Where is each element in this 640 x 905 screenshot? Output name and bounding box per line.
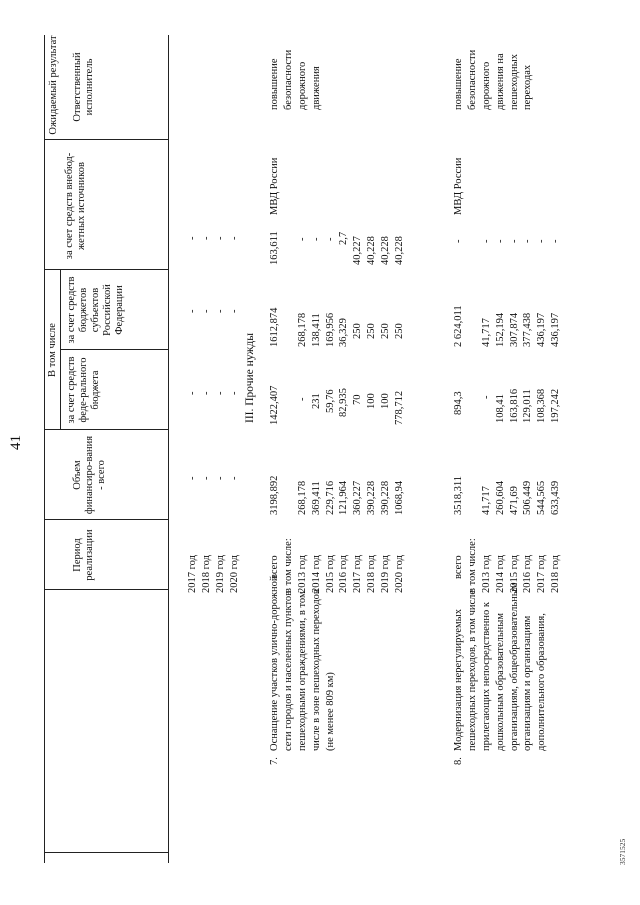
item7-period: 2016 год [338,555,350,593]
item7-regional-cell [282,308,296,347]
cont-federal [186,392,242,396]
cont-extra [186,237,242,241]
header-extra: за счет средств внебюд-жетных источников [64,152,87,260]
dash: - [187,236,198,240]
item7-extra-cell: 40,228 [366,236,378,265]
item8-period: 2014 год [494,555,506,593]
item8-regional-cell: 436,197 [550,312,562,347]
item8-federal-cell: 108,41 [494,394,506,423]
cont-years [186,555,242,593]
item7-federal [268,386,407,425]
item7-extra-cell [282,231,296,265]
dash: - [200,309,212,313]
item7-federal-cell [282,386,296,425]
item7-period: всего [269,555,280,579]
item8-result-line: переходах [522,64,534,110]
item8-periods [452,538,563,593]
dash: - [187,309,198,313]
dash: - [228,391,240,395]
item7-federal-cell: 231 [310,393,322,409]
item7-volume-cell: 1068,94 [394,480,406,515]
item8-extra-cell: - [453,239,464,243]
dash: - [187,391,198,395]
item7-result-line: дорожного [296,61,308,110]
item7-period: 2013 год [296,555,308,593]
item7-federal-cell: - [296,397,308,401]
item7-volume-cell: 360,227 [352,480,364,515]
item7-volume-cell: 121,964 [338,480,350,515]
item7-name-line: (не менее 809 км) [324,672,336,751]
item8-period: 2018 год [550,555,562,593]
item7-volume-cell: 3198,892 [269,475,280,515]
item7-regional-cell: 268,178 [296,312,308,347]
item7-name-line: пешеходными ограждениями, в том [296,591,308,751]
item8-volume-cell [466,476,480,515]
item7-name-line: Оснащение участков улично-дорожной [269,575,280,751]
item7-regional-cell: 250 [394,323,406,339]
item8-name-line: организациям, общеобразовательным [508,582,520,751]
item7-period: в том числе: [282,538,294,593]
item7-regional-cell: 250 [352,323,364,339]
item7-federal-cell: 82,935 [338,388,350,417]
section-title: III. Прочие нужды [244,333,256,423]
item7-period: 2015 год [324,555,336,593]
item8-name-line: пешеходных переходов, в том числе [466,589,478,751]
item7-regional-cell: 138,411 [310,313,322,347]
item7-extra-cell: 40,228 [394,236,406,265]
dash: - [214,309,226,313]
item8-extra-cell [466,240,480,244]
header-volume: Объем финансиро-вания - всего [72,435,107,515]
item8-period: в том числе: [466,538,478,593]
item7-result-line: безопасности [282,49,294,110]
dash: - [187,476,198,480]
item8-volume [452,476,563,515]
item7-name-block [268,575,337,751]
item8-extra-cell: - [550,239,562,243]
item7-federal-cell: 100 [380,393,392,409]
item7-volume-cell [282,476,296,515]
item7-volume-cell: 369,411 [310,481,322,515]
item8-extra [452,240,563,244]
item8-volume-cell: 544,565 [536,480,548,515]
item8-period: всего [453,555,464,579]
item7-extra-cell: - [296,237,308,241]
dash: - [228,476,240,480]
header-result: Ожидаемый результат [48,35,59,135]
item8-period: 2013 год [480,555,492,593]
item8-name-line: организациям и организациям [522,615,534,751]
item8-responsible: МВД России [453,157,464,215]
item7-number: 7. [269,757,280,765]
dash: - [214,391,226,395]
item8-extra-cell: - [508,239,520,243]
item7-regional-cell: 1612,874 [269,307,280,347]
header-regional: за счет средств бюджетов субъектов Российской Федерации [66,276,125,344]
item8-regional [452,305,563,347]
item7-responsible: МВД России [269,157,280,215]
item7-federal-cell: 778,712 [394,390,406,425]
item8-result-line: повышение [453,58,464,110]
dash: - [228,309,240,313]
header-responsible: Ответственный исполнитель [72,52,95,122]
item7-regional-cell: 169,956 [324,312,336,347]
item8-result-line: пешеходных [508,54,520,110]
cont-year-2020: 2020 год [228,555,240,593]
item8-regional-cell: 436,197 [536,312,548,347]
item7-regional-cell: 250 [380,323,392,339]
item7-volume-cell: 268,178 [296,480,308,515]
item8-regional-cell: 152,194 [494,312,506,347]
dash: - [200,391,212,395]
item8-name-line: дошкольным образовательным [494,613,506,751]
cont-year-2018: 2018 год [200,555,212,593]
item7-extra-cell: 163,611 [269,231,280,265]
item7-result-line: движения [310,66,322,110]
item8-regional-cell: 377,438 [522,312,534,347]
item8-result [452,50,535,110]
dash: - [214,476,226,480]
item8-volume-cell: 506,449 [522,480,534,515]
item8-name-line: прилегающих непосредственно к [480,602,492,751]
item7-extra-cell: 40,227 [352,236,364,265]
item7-regional-cell: 36,329 [338,318,350,347]
item7-period: 2018 год [366,555,378,593]
item8-federal-cell: 163,816 [508,388,520,423]
item8-volume-cell: 471,69 [508,486,520,515]
item8-federal-cell: 894,3 [453,391,464,415]
item7-volume-cell: 390,228 [380,480,392,515]
item8-volume-cell: 41,717 [480,486,492,515]
item8-federal-cell: 197,242 [550,388,562,423]
item8-regional-cell: 2 624,011 [453,305,464,347]
item7-extra-cell: 40,228 [380,236,392,265]
item7-extra-cell: 2,7 [338,231,350,245]
item8-volume-cell: 633,439 [550,480,562,515]
item7-result [268,50,324,110]
page-number: 41 [8,435,24,450]
dash: - [228,236,240,240]
item8-regional-cell: 307,874 [508,312,520,347]
item7-extra [268,231,407,265]
item7-period: 2020 год [394,555,406,593]
item8-extra-cell: - [536,239,548,243]
cont-regional [186,310,242,314]
header-period: Период реализации [72,529,95,581]
item7-regional [268,308,407,347]
item8-name-line: дополнительного образования, [536,613,548,751]
item8-result-line: безопасности [466,49,478,110]
item8-federal-cell: 108,368 [536,388,548,423]
item7-name-line: сети городов и населенных пунктов [282,590,294,751]
cont-year-2019: 2019 год [214,555,226,593]
dash: - [214,236,226,240]
cont-volume [186,477,242,481]
item8-regional-cell: 41,717 [480,318,492,347]
dash: - [200,476,212,480]
item8-period: 2015 год [508,555,520,593]
item7-periods [268,538,407,593]
item7-result-line: повышение [269,58,280,110]
item7-volume-cell: 229,716 [324,480,336,515]
item7-period: 2019 год [380,555,392,593]
doc-code: 3571525 [618,838,627,865]
cont-year-2017: 2017 год [187,555,198,593]
item7-period: 2014 год [310,555,322,593]
header-federal: за счет средств феде-рального бюджета [66,356,101,424]
item8-result-line: движения на [494,53,506,110]
item7-federal-cell: 59,76 [324,389,336,413]
item8-federal-cell: - [480,395,492,399]
item8-extra-cell: - [522,239,534,243]
item8-period: 2017 год [536,555,548,593]
item7-extra-cell: - [324,237,336,241]
item8-federal-cell [466,389,480,423]
item7-federal-cell: 100 [366,393,378,409]
header-incl: В том числе [47,323,58,377]
item8-regional-cell [466,305,480,347]
item7-federal-cell: 70 [352,394,364,405]
item8-extra-cell: - [480,239,492,243]
item7-period: 2017 год [352,555,364,593]
item8-volume-cell: 260,604 [494,480,506,515]
item7-regional-cell: 250 [366,323,378,339]
item8-result-line: дорожного [480,61,492,110]
item8-federal-cell: 129,011 [522,389,534,423]
item7-federal-cell: 1422,407 [269,385,280,425]
item7-volume [268,476,407,515]
dash: - [200,236,212,240]
item8-name-line: Модернизация нерегулируемых [453,609,464,751]
item7-name-line: числе в зоне пешеходных переходов [310,589,322,751]
item8-extra-cell: - [494,239,506,243]
item8-federal [452,389,563,423]
item7-volume-cell: 390,228 [366,480,378,515]
item8-volume-cell: 3518,311 [453,476,464,515]
item8-name-block [452,583,549,751]
item7-extra-cell: - [310,237,322,241]
item8-number: 8. [453,757,464,765]
item8-period: 2016 год [522,555,534,593]
